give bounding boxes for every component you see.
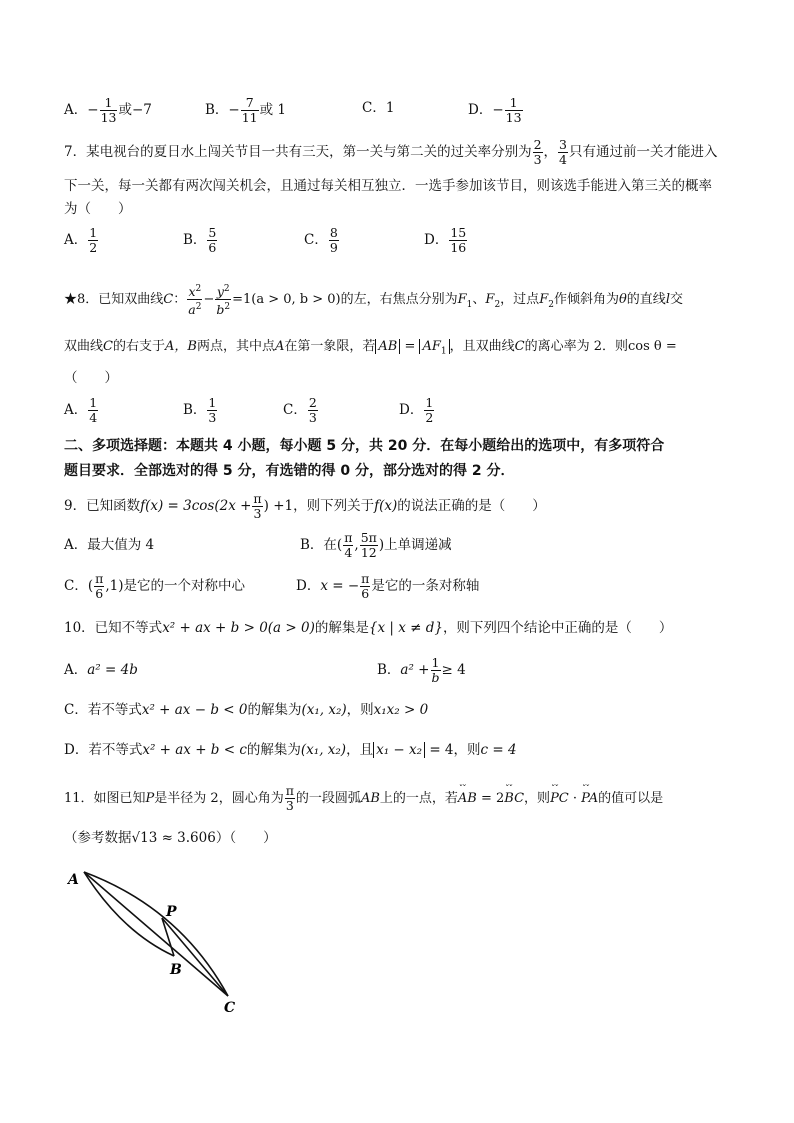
q8-stem-line1: ★8．已知双曲线C： $\frac{x^2}{a^2}$ − $\frac{y^2}{b^2}$ =1(a > 0, b > 0)的左，右焦点分别为$F_1$、$F_2$，过点$F_2$作倾斜角为θ的直线l交 (64, 284, 683, 318)
q8-stem-line2: 双曲线C的右支于A，B两点，其中点A在第一象限，若 AB = $AF_1$ ，且双曲线C的离心率为 2．则cos θ = (64, 339, 677, 357)
q7-option-c: C． $\frac{8}{9}$ (304, 225, 338, 255)
section-2-heading-line2: 题目要求．全部选对的得 5 分，有选错的得 0 分，部分选对的得 2 分． (64, 463, 515, 479)
figure-label-a: A (68, 872, 79, 888)
q8-option-b: B． $\frac{1}{3}$ (183, 395, 217, 425)
q10-stem: 10．已知不等式x² + ax + b > 0(a > 0)的解集是{x | x ≠ d}，则下列四个结论中正确的是（ ） (64, 620, 673, 636)
q6-a-fraction: $\frac{1}{13}$ (100, 95, 117, 125)
q9-option-b: B．在( $\frac{\pi}{4}$ , $\frac{5\pi}{12}$ )上单调递减 (300, 530, 452, 560)
q10-option-a: A．a² = 4b (64, 662, 138, 678)
q11-stem-line2: （参考数据√13 ≈ 3.606）（ ） (64, 830, 277, 846)
q11-stem-line1: 11．如图已知P是半径为 2，圆心角为 $\frac{\pi}{3}$ 的一段圆弧AB上的一点，若ˇˇ AB = 2ˇˇ BC，则ˇˇ PC · ˇˇ PA的值可以是 (64, 784, 663, 813)
q11-figure (62, 860, 252, 1020)
figure-line-ac (84, 872, 228, 996)
q10-option-b: B．a² + $\frac{1}{b}$ ≥ 4 (377, 655, 466, 685)
q8-option-c: C． $\frac{2}{3}$ (283, 395, 317, 425)
q6-option-a: A．− $\frac{1}{13}$ 或−7 (64, 95, 152, 125)
figure-label-c: C (224, 1000, 236, 1016)
q10-option-c: C．若不等式x² + ax − b < 0的解集为(x₁, x₂)，则x₁x₂ > 0 (64, 702, 429, 718)
figure-line-pc (162, 918, 228, 996)
q6-option-b: B．− $\frac{7}{11}$ 或 1 (205, 95, 287, 125)
q7-stem-line3: 为（ ） (64, 201, 132, 217)
q6-b-fraction: $\frac{7}{11}$ (241, 95, 258, 125)
q7-option-b: B． $\frac{5}{6}$ (183, 225, 217, 255)
q7-frac-2: $\frac{3}{4}$ (559, 137, 567, 167)
q9-option-c: C．( $\frac{\pi}{6}$ ,1)是它的一个对称中心 (64, 571, 245, 601)
q6-option-d: D．− $\frac{1}{13}$ (468, 95, 522, 125)
q6-option-c: C．1 (362, 100, 395, 116)
q6-d-fraction: $\frac{1}{13}$ (505, 95, 522, 125)
q8-stem-line3: （ ） (64, 370, 118, 386)
q7-frac-1: $\frac{2}{3}$ (533, 137, 542, 167)
figure-label-b: B (170, 962, 182, 978)
q10-option-d: D．若不等式x² + ax + b < c的解集为(x₁, x₂)，且 x₁ − x₂ = 4，则c = 4 (64, 742, 517, 758)
q7-stem-line1: 7．某电视台的夏日水上闯关节目一共有三天，第一关与第二关的过关率分别为 $\frac{2}{3}$ ， $\frac{3}{4}$ 只有通过前一关才能进入 (64, 137, 718, 167)
q8-option-a: A． $\frac{1}{4}$ (64, 395, 98, 425)
q9-option-d: D．x = − $\frac{\pi}{6}$ 是它的一条对称轴 (296, 571, 480, 601)
q9-stem: 9．已知函数f(x) = 3cos(2x + $\frac{\pi}{3}$ ) +1，则下列关于f(x)的说法正确的是（ ） (64, 491, 546, 521)
q9-option-a: A．最大值为 4 (64, 537, 155, 553)
section-2-heading-line1: 二、多项选择题：本题共 4 小题，每小题 5 分，共 20 分．在每小题给出的选项中，有多项符合 (64, 438, 665, 454)
q8-option-d: D． $\frac{1}{2}$ (399, 395, 434, 425)
q7-stem-line2: 下一关，每一关都有两次闯关机会，且通过每关相互独立．一选手参加该节目，则该选手能进入第三关的概率 (64, 178, 712, 194)
figure-label-p: P (166, 904, 177, 920)
q7-option-a: A． $\frac{1}{2}$ (64, 225, 98, 255)
q7-option-d: D． $\frac{15}{16}$ (424, 225, 467, 255)
